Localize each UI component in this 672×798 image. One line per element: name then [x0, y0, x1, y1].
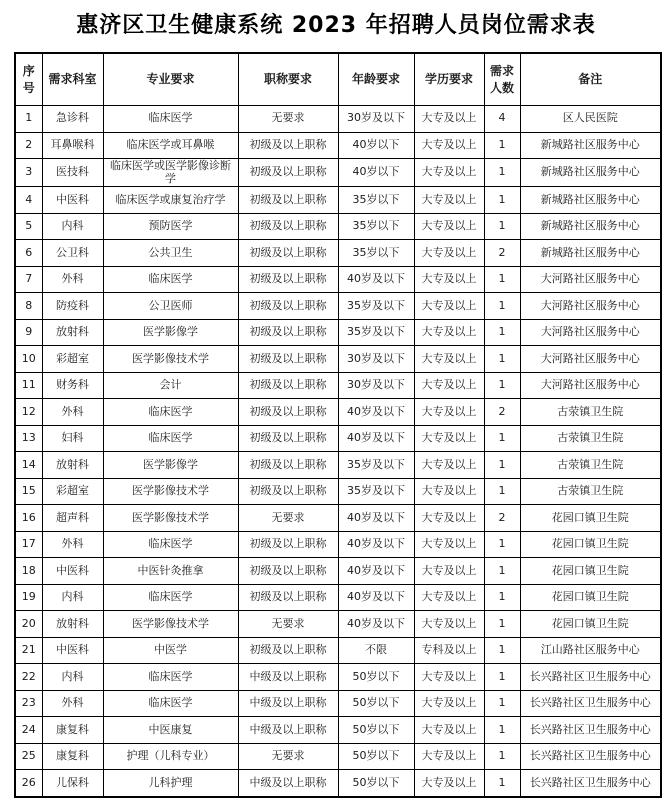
cell-department: 医技科 [42, 159, 103, 187]
page-title: 惠济区卫生健康系统 2023 年招聘人员岗位需求表 [76, 13, 596, 38]
table-row [15, 213, 661, 240]
cell-education-requirement: 大专及以上 [414, 240, 484, 267]
cell-headcount: 1 [484, 266, 520, 293]
cell-remarks: 古荥镇卫生院 [520, 425, 661, 452]
cell-serial-number: 19 [15, 584, 42, 611]
cell-serial-number: 14 [15, 452, 42, 479]
table-row [15, 717, 661, 744]
cell-education-requirement: 大专及以上 [414, 505, 484, 532]
cell-serial-number: 11 [15, 372, 42, 399]
cell-department: 急诊科 [42, 106, 103, 133]
cell-age-requirement: 40岁及以下 [338, 425, 414, 452]
cell-major-requirement: 临床医学 [103, 425, 238, 452]
cell-major-requirement: 医学影像学 [103, 319, 238, 346]
cell-remarks: 新城路社区服务中心 [520, 213, 661, 240]
cell-remarks: 古荥镇卫生院 [520, 478, 661, 505]
cell-serial-number: 25 [15, 743, 42, 770]
cell-major-requirement: 临床医学或耳鼻喉 [103, 132, 238, 159]
cell-age-requirement: 40岁及以下 [338, 558, 414, 585]
cell-title-requirement: 中级及以上职称 [238, 690, 338, 717]
cell-major-requirement: 临床医学 [103, 266, 238, 293]
cell-headcount: 1 [484, 611, 520, 638]
cell-education-requirement: 大专及以上 [414, 319, 484, 346]
cell-major-requirement: 公共卫生 [103, 240, 238, 267]
cell-age-requirement: 35岁及以下 [338, 293, 414, 320]
table-row [15, 346, 661, 373]
cell-department: 外科 [42, 690, 103, 717]
cell-education-requirement: 大专及以上 [414, 132, 484, 159]
table-row [15, 425, 661, 452]
cell-remarks: 大河路社区服务中心 [520, 266, 661, 293]
cell-education-requirement: 大专及以上 [414, 690, 484, 717]
cell-title-requirement: 无要求 [238, 505, 338, 532]
cell-department: 超声科 [42, 505, 103, 532]
table-header-row [15, 53, 661, 106]
cell-remarks: 花园口镇卫生院 [520, 558, 661, 585]
cell-department: 耳鼻喉科 [42, 132, 103, 159]
cell-age-requirement: 40岁以下 [338, 132, 414, 159]
cell-education-requirement: 大专及以上 [414, 106, 484, 133]
cell-title-requirement: 初级及以上职称 [238, 584, 338, 611]
cell-remarks: 长兴路社区卫生服务中心 [520, 770, 661, 797]
cell-serial-number: 4 [15, 187, 42, 214]
cell-department: 公卫科 [42, 240, 103, 267]
cell-serial-number: 15 [15, 478, 42, 505]
cell-headcount: 2 [484, 240, 520, 267]
cell-education-requirement: 大专及以上 [414, 187, 484, 214]
cell-department: 放射科 [42, 611, 103, 638]
cell-headcount: 1 [484, 717, 520, 744]
cell-education-requirement: 大专及以上 [414, 611, 484, 638]
header-remarks: 备注 [520, 53, 661, 106]
cell-major-requirement: 临床医学或康复治疗学 [103, 187, 238, 214]
table-row [15, 266, 661, 293]
cell-serial-number: 12 [15, 399, 42, 426]
cell-major-requirement: 临床医学 [103, 690, 238, 717]
cell-department: 康复科 [42, 717, 103, 744]
cell-headcount: 1 [484, 425, 520, 452]
cell-serial-number: 20 [15, 611, 42, 638]
cell-education-requirement: 大专及以上 [414, 770, 484, 797]
cell-age-requirement: 35岁及以下 [338, 319, 414, 346]
cell-age-requirement: 50岁以下 [338, 717, 414, 744]
cell-education-requirement: 大专及以上 [414, 372, 484, 399]
cell-headcount: 1 [484, 743, 520, 770]
cell-serial-number: 22 [15, 664, 42, 691]
cell-remarks: 花园口镇卫生院 [520, 611, 661, 638]
cell-serial-number: 23 [15, 690, 42, 717]
cell-education-requirement: 大专及以上 [414, 266, 484, 293]
cell-title-requirement: 初级及以上职称 [238, 132, 338, 159]
cell-major-requirement: 临床医学 [103, 106, 238, 133]
cell-serial-number: 24 [15, 717, 42, 744]
cell-serial-number: 9 [15, 319, 42, 346]
cell-serial-number: 21 [15, 637, 42, 664]
cell-serial-number: 18 [15, 558, 42, 585]
cell-remarks: 花园口镇卫生院 [520, 531, 661, 558]
table-row [15, 240, 661, 267]
cell-title-requirement: 初级及以上职称 [238, 293, 338, 320]
cell-remarks: 大河路社区服务中心 [520, 293, 661, 320]
cell-remarks: 古荥镇卫生院 [520, 452, 661, 479]
cell-serial-number: 10 [15, 346, 42, 373]
cell-remarks: 花园口镇卫生院 [520, 505, 661, 532]
cell-title-requirement: 无要求 [238, 743, 338, 770]
table-row [15, 293, 661, 320]
cell-major-requirement: 公卫医师 [103, 293, 238, 320]
cell-education-requirement: 大专及以上 [414, 717, 484, 744]
table-body [15, 106, 661, 797]
cell-title-requirement: 初级及以上职称 [238, 159, 338, 187]
cell-remarks: 新城路社区服务中心 [520, 187, 661, 214]
cell-remarks: 长兴路社区卫生服务中心 [520, 690, 661, 717]
cell-department: 内科 [42, 664, 103, 691]
table-row [15, 478, 661, 505]
cell-education-requirement: 大专及以上 [414, 399, 484, 426]
cell-title-requirement: 中级及以上职称 [238, 770, 338, 797]
cell-department: 妇科 [42, 425, 103, 452]
cell-remarks: 长兴路社区卫生服务中心 [520, 717, 661, 744]
cell-remarks: 古荥镇卫生院 [520, 399, 661, 426]
cell-age-requirement: 40岁及以下 [338, 399, 414, 426]
cell-education-requirement: 专科及以上 [414, 637, 484, 664]
cell-remarks: 新城路社区服务中心 [520, 132, 661, 159]
cell-headcount: 1 [484, 372, 520, 399]
cell-serial-number: 1 [15, 106, 42, 133]
table-row [15, 372, 661, 399]
header-headcount: 需求人数 [484, 53, 520, 106]
cell-education-requirement: 大专及以上 [414, 293, 484, 320]
cell-department: 内科 [42, 584, 103, 611]
cell-remarks: 新城路社区服务中心 [520, 159, 661, 187]
cell-department: 财务科 [42, 372, 103, 399]
table-row [15, 664, 661, 691]
cell-major-requirement: 临床医学 [103, 399, 238, 426]
cell-headcount: 1 [484, 770, 520, 797]
header-age-requirement: 年龄要求 [338, 53, 414, 106]
cell-department: 防疫科 [42, 293, 103, 320]
cell-age-requirement: 50岁以下 [338, 743, 414, 770]
table-row [15, 106, 661, 133]
cell-education-requirement: 大专及以上 [414, 531, 484, 558]
cell-department: 康复科 [42, 743, 103, 770]
cell-education-requirement: 大专及以上 [414, 478, 484, 505]
cell-age-requirement: 30岁及以下 [338, 372, 414, 399]
cell-department: 中医科 [42, 558, 103, 585]
cell-age-requirement: 50岁以下 [338, 690, 414, 717]
cell-title-requirement: 中级及以上职称 [238, 664, 338, 691]
cell-major-requirement: 医学影像技术学 [103, 346, 238, 373]
cell-serial-number: 7 [15, 266, 42, 293]
cell-headcount: 1 [484, 478, 520, 505]
cell-education-requirement: 大专及以上 [414, 664, 484, 691]
cell-title-requirement: 初级及以上职称 [238, 637, 338, 664]
cell-age-requirement: 30岁及以下 [338, 106, 414, 133]
cell-age-requirement: 40岁及以下 [338, 531, 414, 558]
cell-age-requirement: 35岁以下 [338, 240, 414, 267]
cell-title-requirement: 初级及以上职称 [238, 319, 338, 346]
cell-serial-number: 26 [15, 770, 42, 797]
cell-headcount: 1 [484, 187, 520, 214]
cell-remarks: 江山路社区服务中心 [520, 637, 661, 664]
cell-headcount: 1 [484, 132, 520, 159]
cell-remarks: 花园口镇卫生院 [520, 584, 661, 611]
cell-age-requirement: 50岁以下 [338, 770, 414, 797]
cell-remarks: 区人民医院 [520, 106, 661, 133]
cell-serial-number: 5 [15, 213, 42, 240]
cell-title-requirement: 初级及以上职称 [238, 399, 338, 426]
cell-major-requirement: 临床医学 [103, 584, 238, 611]
cell-department: 外科 [42, 531, 103, 558]
cell-education-requirement: 大专及以上 [414, 743, 484, 770]
cell-title-requirement: 初级及以上职称 [238, 478, 338, 505]
cell-title-requirement: 中级及以上职称 [238, 717, 338, 744]
cell-major-requirement: 中医康复 [103, 717, 238, 744]
cell-headcount: 1 [484, 690, 520, 717]
cell-major-requirement: 中医针灸推拿 [103, 558, 238, 585]
table-row [15, 531, 661, 558]
cell-department: 中医科 [42, 637, 103, 664]
cell-major-requirement: 会计 [103, 372, 238, 399]
cell-headcount: 1 [484, 452, 520, 479]
cell-headcount: 1 [484, 346, 520, 373]
cell-major-requirement: 临床医学或医学影像诊断学 [103, 159, 238, 187]
cell-age-requirement: 35岁以下 [338, 187, 414, 214]
cell-education-requirement: 大专及以上 [414, 584, 484, 611]
cell-department: 中医科 [42, 187, 103, 214]
cell-age-requirement: 40岁以下 [338, 159, 414, 187]
table-row [15, 584, 661, 611]
cell-title-requirement: 初级及以上职称 [238, 266, 338, 293]
table-row [15, 770, 661, 797]
cell-education-requirement: 大专及以上 [414, 425, 484, 452]
cell-remarks: 大河路社区服务中心 [520, 319, 661, 346]
cell-headcount: 2 [484, 399, 520, 426]
cell-serial-number: 2 [15, 132, 42, 159]
cell-title-requirement: 无要求 [238, 611, 338, 638]
cell-remarks: 长兴路社区卫生服务中心 [520, 743, 661, 770]
cell-headcount: 1 [484, 213, 520, 240]
cell-title-requirement: 初级及以上职称 [238, 558, 338, 585]
cell-headcount: 1 [484, 637, 520, 664]
cell-age-requirement: 30岁及以下 [338, 346, 414, 373]
cell-age-requirement: 不限 [338, 637, 414, 664]
cell-major-requirement: 中医学 [103, 637, 238, 664]
cell-age-requirement: 35岁及以下 [338, 452, 414, 479]
cell-major-requirement: 临床医学 [103, 664, 238, 691]
cell-headcount: 2 [484, 505, 520, 532]
cell-department: 外科 [42, 266, 103, 293]
cell-remarks: 长兴路社区卫生服务中心 [520, 664, 661, 691]
cell-serial-number: 16 [15, 505, 42, 532]
cell-headcount: 1 [484, 319, 520, 346]
header-major-requirement: 专业要求 [103, 53, 238, 106]
cell-major-requirement: 医学影像技术学 [103, 611, 238, 638]
table-header [15, 53, 661, 106]
header-department: 需求科室 [42, 53, 103, 106]
cell-title-requirement: 初级及以上职称 [238, 372, 338, 399]
cell-age-requirement: 50岁以下 [338, 664, 414, 691]
table-row [15, 690, 661, 717]
cell-serial-number: 17 [15, 531, 42, 558]
cell-major-requirement: 医学影像学 [103, 452, 238, 479]
table-row [15, 505, 661, 532]
table-row [15, 637, 661, 664]
cell-age-requirement: 35岁及以下 [338, 478, 414, 505]
cell-remarks: 大河路社区服务中心 [520, 346, 661, 373]
cell-age-requirement: 40岁及以下 [338, 584, 414, 611]
cell-education-requirement: 大专及以上 [414, 558, 484, 585]
cell-department: 彩超室 [42, 478, 103, 505]
cell-education-requirement: 大专及以上 [414, 213, 484, 240]
cell-major-requirement: 临床医学 [103, 531, 238, 558]
header-serial-number: 序号 [15, 53, 42, 106]
cell-title-requirement: 初级及以上职称 [238, 213, 338, 240]
cell-department: 内科 [42, 213, 103, 240]
cell-age-requirement: 35岁以下 [338, 213, 414, 240]
cell-title-requirement: 初级及以上职称 [238, 346, 338, 373]
cell-serial-number: 8 [15, 293, 42, 320]
cell-title-requirement: 初级及以上职称 [238, 452, 338, 479]
cell-remarks: 大河路社区服务中心 [520, 372, 661, 399]
cell-headcount: 1 [484, 558, 520, 585]
table-row [15, 399, 661, 426]
header-education-requirement: 学历要求 [414, 53, 484, 106]
header-title-requirement: 职称要求 [238, 53, 338, 106]
cell-age-requirement: 40岁及以下 [338, 611, 414, 638]
cell-age-requirement: 40岁及以下 [338, 266, 414, 293]
table-row [15, 132, 661, 159]
cell-title-requirement: 初级及以上职称 [238, 187, 338, 214]
table-row [15, 187, 661, 214]
cell-department: 放射科 [42, 319, 103, 346]
cell-headcount: 1 [484, 584, 520, 611]
cell-title-requirement: 无要求 [238, 106, 338, 133]
table-row [15, 743, 661, 770]
cell-remarks: 新城路社区服务中心 [520, 240, 661, 267]
cell-major-requirement: 医学影像技术学 [103, 505, 238, 532]
cell-serial-number: 13 [15, 425, 42, 452]
recruitment-demand-table [14, 52, 662, 798]
cell-major-requirement: 护理（儿科专业） [103, 743, 238, 770]
cell-serial-number: 3 [15, 159, 42, 187]
cell-title-requirement: 初级及以上职称 [238, 531, 338, 558]
table-row [15, 159, 661, 187]
cell-serial-number: 6 [15, 240, 42, 267]
cell-education-requirement: 大专及以上 [414, 346, 484, 373]
cell-headcount: 1 [484, 664, 520, 691]
table-row [15, 611, 661, 638]
cell-headcount: 1 [484, 159, 520, 187]
table-row [15, 558, 661, 585]
table-row [15, 319, 661, 346]
cell-title-requirement: 初级及以上职称 [238, 240, 338, 267]
table-row [15, 452, 661, 479]
cell-department: 儿保科 [42, 770, 103, 797]
cell-headcount: 4 [484, 106, 520, 133]
cell-title-requirement: 初级及以上职称 [238, 425, 338, 452]
cell-headcount: 1 [484, 531, 520, 558]
cell-department: 外科 [42, 399, 103, 426]
cell-education-requirement: 大专及以上 [414, 159, 484, 187]
cell-major-requirement: 医学影像技术学 [103, 478, 238, 505]
cell-headcount: 1 [484, 293, 520, 320]
cell-age-requirement: 40岁及以下 [338, 505, 414, 532]
cell-major-requirement: 预防医学 [103, 213, 238, 240]
cell-department: 彩超室 [42, 346, 103, 373]
cell-education-requirement: 大专及以上 [414, 452, 484, 479]
cell-department: 放射科 [42, 452, 103, 479]
cell-major-requirement: 儿科护理 [103, 770, 238, 797]
